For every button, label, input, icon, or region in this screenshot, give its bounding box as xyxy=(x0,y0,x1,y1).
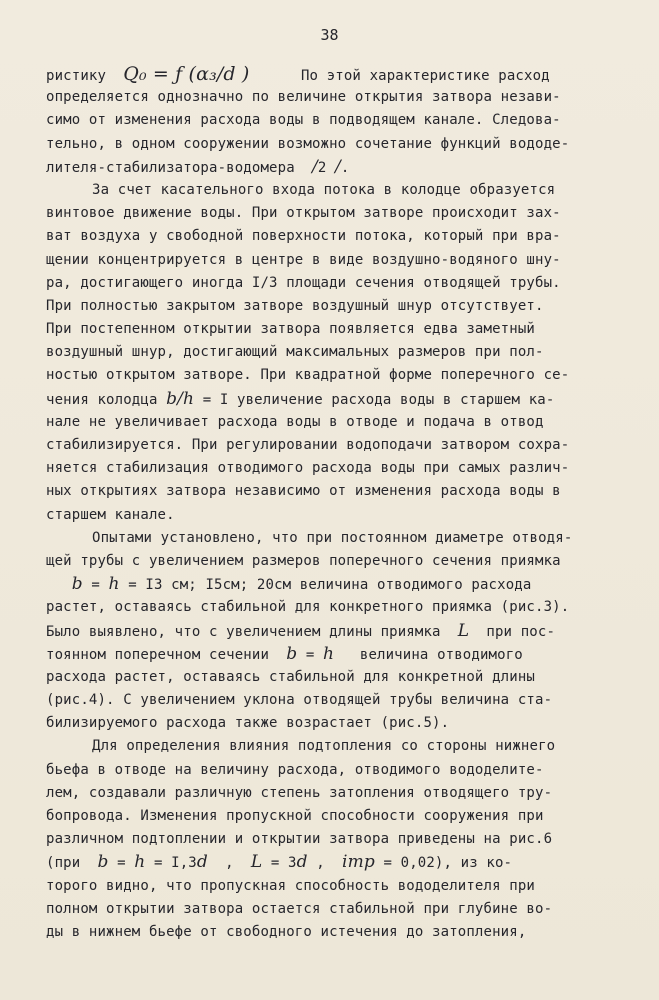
text-line xyxy=(46,63,621,86)
text-line xyxy=(46,388,621,411)
text-line xyxy=(46,805,621,828)
text-fragment: Опытами установлено, что при постоянном диаметре отводя- xyxy=(92,529,573,546)
text-fragment: полном открытии затвора остается стабильной при глубине во- xyxy=(46,900,553,917)
math-fragment: h xyxy=(134,852,146,873)
text-fragment: = 3 xyxy=(262,855,297,872)
text-line xyxy=(46,225,621,248)
text-line xyxy=(46,643,621,666)
text-fragment: ностью открытом затворе. При квадратной форме поперечного се- xyxy=(46,367,570,384)
text-line xyxy=(46,851,621,874)
text-fragment xyxy=(46,577,72,593)
math-fragment: / xyxy=(311,156,318,177)
math-fragment: b/h xyxy=(166,388,195,409)
page-number: 38 xyxy=(320,26,339,44)
text-fragment: ристику xyxy=(46,68,124,84)
text-fragment: . xyxy=(340,159,350,176)
text-fragment: = 0,02), из ко- xyxy=(374,855,513,872)
text-line xyxy=(46,272,621,295)
math-fragment: / xyxy=(335,156,341,177)
text-line xyxy=(46,341,621,364)
text-fragment: определяется однозначно по величине открытия затвора незави- xyxy=(46,89,561,106)
text-fragment: чения колодца xyxy=(46,391,167,408)
text-fragment: (при xyxy=(46,855,98,872)
text-fragment: = I3 см; I5см; 20см величина отводимого расхода xyxy=(119,577,532,594)
text-fragment: расхода растет, оставаясь стабильной для конкретной длины xyxy=(46,668,535,685)
text-line xyxy=(46,504,621,527)
text-fragment: ных открытиях затвора независимо от изменения расхода воды в xyxy=(46,483,561,500)
text-fragment: Для определения влияния подтопления со стороны нижнего xyxy=(92,738,556,755)
text-fragment: различном подтоплении и открытии затвора приведены на рис.6 xyxy=(46,831,553,848)
text-line xyxy=(46,527,621,550)
text-line xyxy=(46,86,621,109)
text-line xyxy=(46,689,621,712)
text-line xyxy=(46,782,621,805)
text-fragment: винтовое движение воды. При открытом затворе происходит зах- xyxy=(46,205,561,222)
text-fragment: , xyxy=(207,855,251,872)
text-fragment: щей трубы с увеличением размеров поперечного сечения приямка xyxy=(46,552,561,569)
text-line xyxy=(46,249,621,272)
text-line xyxy=(46,179,621,202)
text-fragment: бьефа в отводе на величину расхода, отводимого вододелите- xyxy=(46,761,544,778)
math-fragment: b xyxy=(97,852,109,873)
text-line xyxy=(46,550,621,573)
text-line xyxy=(46,596,621,619)
text-fragment: воздушный шнур, достигающий максимальных размеров при пол- xyxy=(46,344,544,361)
text-line xyxy=(46,921,621,944)
text-fragment: = I увеличение расхода воды в старшем ка- xyxy=(194,391,555,408)
text-fragment: симо от изменения расхода воды в подводящем канале. Следова- xyxy=(46,112,561,129)
text-line xyxy=(46,318,621,341)
text-fragment: нале не увеличивает расхода воды в отводе и подача в отвод xyxy=(46,413,544,430)
text-fragment: тоянном поперечном сечении xyxy=(46,646,287,663)
text-line xyxy=(46,735,621,758)
text-fragment: стабилизируется. При регулировании водоподачи затвором сохра- xyxy=(46,437,570,453)
text-fragment: старшем канале. xyxy=(46,506,175,523)
text-fragment: , xyxy=(307,855,342,872)
text-line xyxy=(46,898,621,921)
text-line xyxy=(46,133,621,156)
text-line xyxy=(46,202,621,225)
text-fragment: ват воздуха у свободной поверхности потока, который при вра- xyxy=(46,228,561,245)
math-fragment: L xyxy=(457,620,470,641)
text-fragment: лителя-стабилизатора-водомера xyxy=(46,159,312,176)
text-fragment: Было выявлено, что с увеличением длины приямка xyxy=(46,623,458,640)
math-fragment: h xyxy=(323,643,335,664)
text-fragment: 2 xyxy=(317,159,336,176)
text-line xyxy=(46,620,621,643)
text-fragment: тельно, в одном сооружении возможно сочетание функций вододе- xyxy=(46,135,570,152)
text-line xyxy=(46,411,621,434)
text-fragment: ды в нижнем бьефе от свободного истечения до затопления, xyxy=(46,923,527,940)
text-fragment: бопровода. Изменения пропускной способности сооружения при xyxy=(46,808,544,824)
text-fragment: величина отводимого xyxy=(334,646,523,663)
text-line xyxy=(46,712,621,735)
text-fragment: = xyxy=(297,646,324,663)
math-fragment: iтр xyxy=(341,852,375,873)
text-fragment: При постепенном открытии затвора появляется едва заметный xyxy=(46,321,535,338)
text-fragment: при пос- xyxy=(469,623,556,640)
body-text xyxy=(46,63,621,944)
math-fragment: h xyxy=(108,574,120,595)
math-fragment: Q₀ = ƒ (α₃/d ) xyxy=(123,63,250,85)
text-fragment: За счет касательного входа потока в колодце образуется xyxy=(92,181,556,198)
text-line xyxy=(46,828,621,851)
text-fragment: растет, оставаясь стабильной для конкретного приямка (рис.3). xyxy=(46,599,570,616)
text-line xyxy=(46,364,621,387)
text-line xyxy=(46,666,621,689)
text-line xyxy=(46,480,621,503)
math-fragment: d xyxy=(196,852,208,873)
text-fragment: = xyxy=(82,577,109,594)
text-fragment: При полностью закрытом затворе воздушный шнур отсутствует. xyxy=(46,297,544,314)
text-fragment: = I,3 xyxy=(145,855,197,872)
text-fragment: (рис.4). С увеличением уклона отводящей трубы величина ста- xyxy=(46,692,553,709)
text-fragment: билизируемого расхода также возрастает (рис.5). xyxy=(46,715,450,732)
text-line xyxy=(46,109,621,132)
text-line xyxy=(46,457,621,480)
text-line xyxy=(46,875,621,898)
text-line xyxy=(46,759,621,782)
text-line xyxy=(46,573,621,596)
text-fragment: няется стабилизация отводимого расхода воды при самых различ- xyxy=(46,460,570,477)
text-fragment: торого видно, что пропускная способность вододелителя при xyxy=(46,877,535,894)
math-fragment: d xyxy=(296,852,308,873)
text-fragment: щении концентрируется в центре в виде воздушно-водяного шну- xyxy=(46,251,561,268)
math-fragment: b xyxy=(71,574,83,595)
text-line xyxy=(46,156,621,179)
text-fragment: лем, создавали различную степень затопления отводящего тру- xyxy=(46,784,553,801)
math-fragment: L xyxy=(250,852,263,873)
math-fragment: b xyxy=(286,643,298,664)
text-line xyxy=(46,295,621,318)
text-fragment: = xyxy=(108,855,135,872)
text-line xyxy=(46,434,621,457)
text-fragment: По этой характеристике расход xyxy=(249,68,550,84)
text-fragment: ра, достигающего иногда I/3 площади сечения отводящей трубы. xyxy=(46,274,561,291)
